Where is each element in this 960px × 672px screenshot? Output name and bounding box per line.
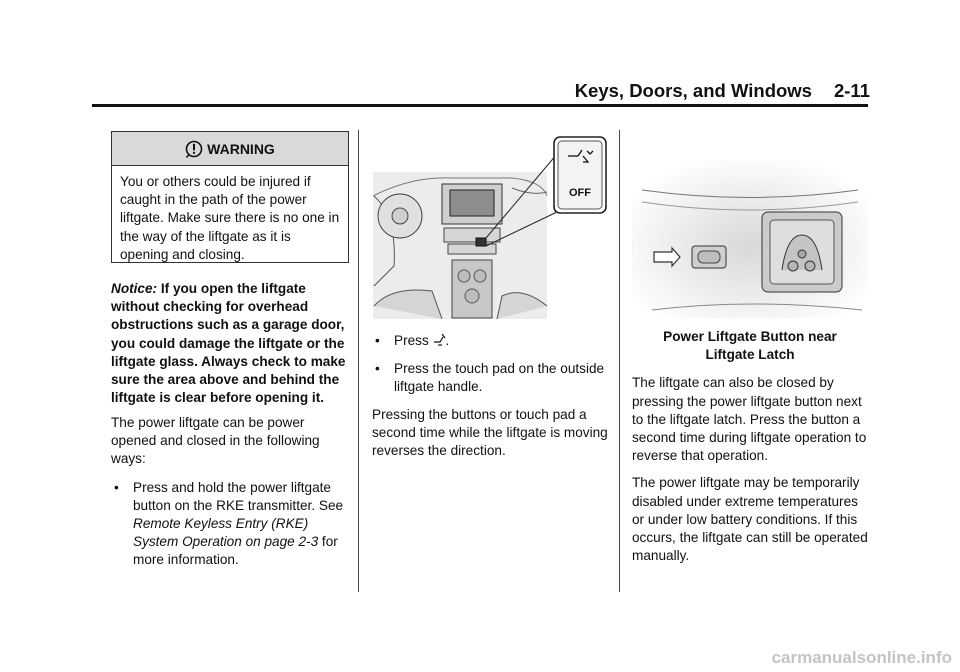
disabled-paragraph: The power liftgate may be temporarily disabled under extreme temperatures or under low battery conditions. If this occurs, the liftgate can still be operated manually. [632,475,868,564]
column-divider [358,130,359,592]
list-item [372,332,608,350]
cross-reference-link[interactable]: Remote Keyless Entry (RKE) System Operation on page 2-3 [133,516,319,550]
column-divider [619,130,620,592]
page-header [575,80,870,102]
bullet-icon: • [375,361,380,377]
figure-caption: Power Liftgate Button near Liftgate Latch [663,329,837,363]
warning-icon [185,140,203,158]
list-item [372,360,608,396]
list-item [111,479,347,570]
bullet-text: Press the touch pad on the outside liftgate handle. [394,361,605,395]
liftgate-icon [433,333,446,347]
warning-title: WARNING [207,140,275,157]
bullet-text: Press [394,333,429,348]
bullet-text-end: for more information. [133,534,338,568]
page-number: 2-11 [833,80,870,101]
notice-paragraph [111,280,351,407]
bullet-text-end: . [445,333,450,348]
header-rule [92,104,868,107]
bullet-text: Press and hold the power liftgate button on the RKE transmitter. See [133,479,344,513]
notice-text: If you open the liftgate without checking for overhead obstructions such as a garage door, you could damage the liftgate or the liftgate glass. Always check to make sure the area above and behind the liftgate is clear before opening it. [111,281,346,406]
intro-paragraph: The power liftgate can be power opened and closed in the following ways: [111,415,320,467]
warning-header [112,132,348,166]
col3-text [632,328,868,565]
warning-box [111,131,349,263]
close-paragraph: The liftgate can also be closed by pressing the power liftgate button next to the liftgate latch. Press the button a second time during liftgate operation to reverse that operation. [632,375,867,464]
notice-label: Notice: [111,281,158,296]
reverse-paragraph: Pressing the buttons or touch pad a second time while the liftgate is moving reverses the direction. [372,406,608,459]
dashboard-illustration [372,136,608,320]
col2-text [372,332,608,460]
col1-text [111,414,347,570]
section-title: Keys, Doors, and Windows [574,80,812,101]
bullet-icon: • [375,333,380,348]
off-switch-label: OFF [569,187,591,199]
liftgate-latch-illustration [632,160,868,318]
watermark: carmanualsonline.info [771,648,952,667]
warning-text: You or others could be injured if caught in the path of the power liftgate. Make sure there is no one in the way of the liftgate as it is opening and closing. [120,174,340,262]
bullet-icon: • [114,479,119,495]
